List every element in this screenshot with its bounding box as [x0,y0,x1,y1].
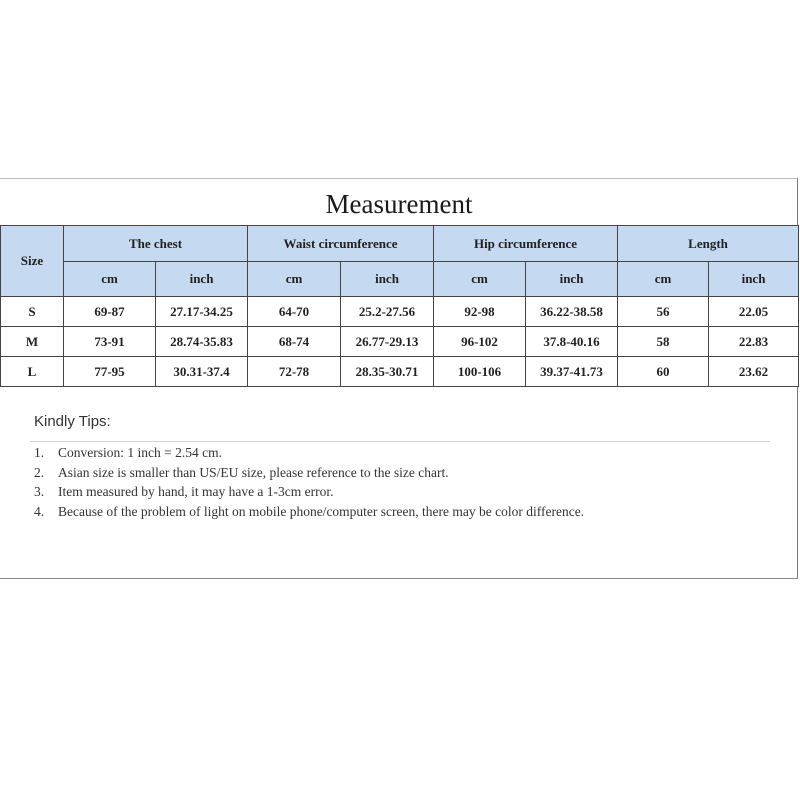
table-cell: 26.77-29.13 [341,327,434,357]
tips-divider [30,441,770,442]
list-item [34,463,594,483]
table-cell: 68-74 [248,327,341,357]
chart-title: Measurement [325,189,473,219]
table-cell: 27.17-34.25 [156,297,248,327]
table-cell: 22.83 [709,327,799,357]
size-header: Size [1,226,64,297]
tip-text: Because of the problem of light on mobile phone/computer screen, there may be color difference. [58,503,585,519]
size-cell: S [1,297,64,327]
tip-text: Conversion: 1 inch = 2.54 cm. [58,445,222,460]
group-header-row [1,226,799,262]
group-header-hip: Hip circumference [434,226,618,262]
table-cell: 56 [618,297,709,327]
tips-title: Kindly Tips: [34,413,111,430]
unit-header: inch [709,262,799,297]
table-row-m [1,327,799,357]
table-cell: 39.37-41.73 [526,357,618,387]
list-item [34,502,594,522]
unit-header-row [1,262,799,297]
table-cell: 58 [618,327,709,357]
unit-header: inch [341,262,434,297]
unit-header: cm [434,262,526,297]
tip-number: 1. [34,445,45,460]
unit-header: cm [248,262,341,297]
table-cell: 22.05 [709,297,799,327]
table-cell: 36.22-38.58 [526,297,618,327]
unit-header: cm [618,262,709,297]
table-cell: 100-106 [434,357,526,387]
list-item [34,482,594,502]
size-cell: M [1,327,64,357]
table-cell: 28.74-35.83 [156,327,248,357]
table-cell: 60 [618,357,709,387]
size-chart-sheet [0,178,798,579]
list-item [34,443,594,463]
size-table [0,225,799,387]
table-cell: 96-102 [434,327,526,357]
tip-number: 2. [34,464,45,480]
table-cell: 72-78 [248,357,341,387]
unit-header: inch [526,262,618,297]
group-header-length: Length [618,226,799,262]
table-cell: 25.2-27.56 [341,297,434,327]
unit-header: inch [156,262,248,297]
table-cell: 77-95 [64,357,156,387]
group-header-chest: The chest [64,226,248,262]
table-cell: 28.35-30.71 [341,357,434,387]
size-cell: L [1,357,64,387]
table-cell: 23.62 [709,357,799,387]
table-row-s [1,297,799,327]
tip-number: 4. [34,503,45,519]
table-cell: 37.8-40.16 [526,327,618,357]
table-cell: 73-91 [64,327,156,357]
group-header-waist: Waist circumference [248,226,434,262]
tip-text: Item measured by hand, it may have a 1-3cm error. [58,484,334,499]
tip-text: Asian size is smaller than US/EU size, please reference to the size chart. [58,464,449,480]
tip-number: 3. [34,484,45,499]
table-cell: 30.31-37.4 [156,357,248,387]
table-row-l [1,357,799,387]
table-cell: 69-87 [64,297,156,327]
table-cell: 92-98 [434,297,526,327]
unit-header: cm [64,262,156,297]
table-cell: 64-70 [248,297,341,327]
tips-list [34,443,594,521]
